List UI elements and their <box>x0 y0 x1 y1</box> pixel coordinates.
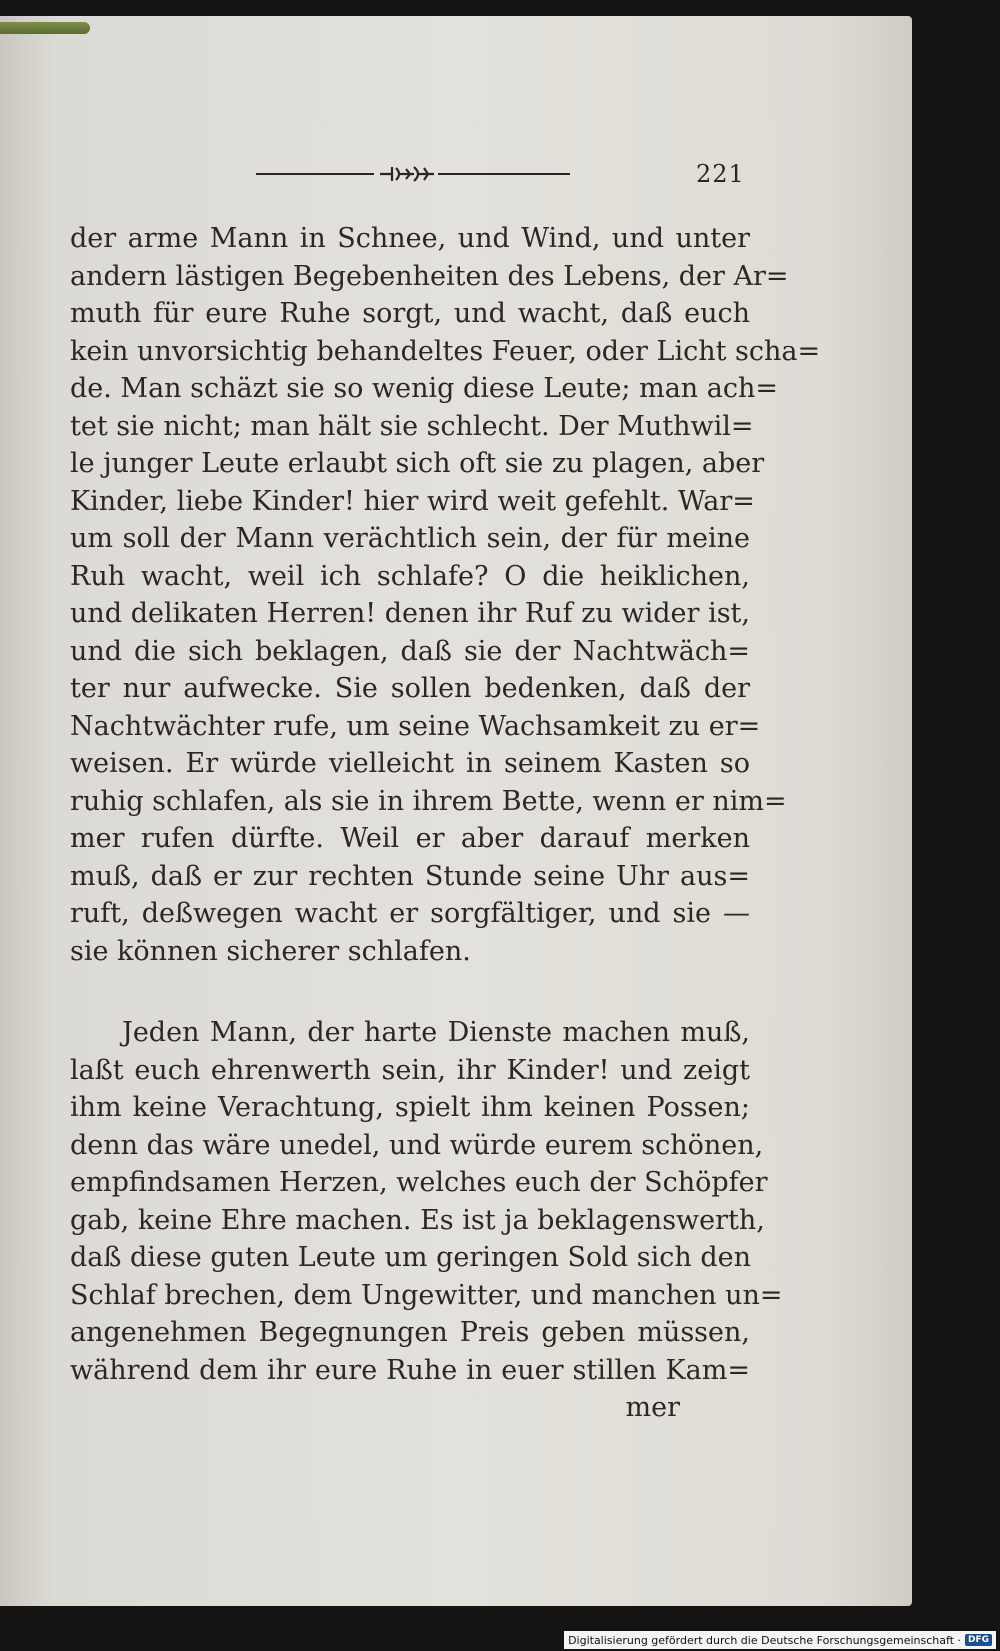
text-line: ter nur aufwecke. Sie sollen bedenken, daß der <box>70 673 750 704</box>
paragraph <box>70 1014 783 1389</box>
text-line: Ruh wacht, weil ich schlafe? O die heiklichen, <box>70 560 750 592</box>
digitization-footer <box>564 1631 996 1649</box>
ornament-icon <box>378 158 436 190</box>
text-line: Jeden Mann, der harte Dienste machen muß, <box>122 1017 750 1048</box>
text-line: ihm keine Verachtung, spielt ihm keinen Possen; <box>70 1092 750 1123</box>
paragraph-gap <box>70 970 750 1014</box>
text-line: und die sich beklagen, daß sie der Nachtwäch= <box>70 635 750 667</box>
text-line: daß diese guten Leute um geringen Sold sich den <box>70 1242 751 1273</box>
text-line: gab, keine Ehre machen. Es ist ja beklagenswerth, <box>70 1204 765 1236</box>
text-line: ruft, deßwegen wacht er sorgfältiger, und sie — <box>70 898 750 929</box>
text-line: empfindsamen Herzen, welches euch der Schöpfer <box>70 1167 768 1198</box>
catchword: mer <box>625 1392 680 1423</box>
text-line: muß, daß er zur rechten Stunde seine Uhr aus= <box>70 860 750 892</box>
dfg-logo: DFG <box>965 1634 992 1646</box>
page-header <box>250 154 750 194</box>
text-line: während dem ihr eure Ruhe in euer stillen Kam= <box>70 1354 750 1386</box>
text-line: tet sie nicht; man hält sie schlecht. Der Muthwil= <box>70 410 754 442</box>
header-rule-right <box>438 173 570 175</box>
header-rule-left <box>256 173 374 175</box>
text-line: und delikaten Herren! denen ihr Ruf zu wider ist, <box>70 598 750 629</box>
body-text <box>70 220 821 1427</box>
text-line: andern lästigen Begebenheiten des Lebens, der Ar= <box>70 260 789 292</box>
text-line: mer rufen dürfte. Weil er aber darauf merken <box>70 823 750 854</box>
page-number: 221 <box>696 160 745 188</box>
text-line: Nachtwächter rufe, um seine Wachsamkeit zu er= <box>70 710 761 742</box>
text-line: weisen. Er würde vielleicht in seinem Kasten so <box>70 748 750 779</box>
bookmark-ribbon <box>0 22 90 34</box>
text-line: muth für eure Ruhe sorgt, und wacht, daß euch <box>70 298 750 329</box>
book-page <box>0 16 912 1606</box>
text-line: denn das wäre unedel, und würde eurem schönen, <box>70 1129 764 1161</box>
footer-credit: Digitalisierung gefördert durch die Deutsche Forschungsgemeinschaft · <box>568 1633 961 1647</box>
text-line: ruhig schlafen, als sie in ihrem Bette, wenn er nim= <box>70 785 787 817</box>
text-line: laßt euch ehrenwerth sein, ihr Kinder! und zeigt <box>70 1054 750 1086</box>
text-line: angenehmen Begegnungen Preis geben müssen, <box>70 1317 750 1348</box>
text-line: de. Man schäzt sie so wenig diese Leute; man ach= <box>70 373 779 404</box>
text-line: der arme Mann in Schnee, und Wind, und unter <box>70 223 750 254</box>
paragraph <box>70 220 821 970</box>
text-line: um soll der Mann verächtlich sein, der für meine <box>70 523 750 554</box>
text-line: Kinder, liebe Kinder! hier wird weit gefehlt. War= <box>70 485 755 517</box>
text-line: sie können sicherer schlafen. <box>70 935 471 967</box>
text-line: le junger Leute erlaubt sich oft sie zu plagen, aber <box>70 448 765 479</box>
text-line: Schlaf brechen, dem Ungewitter, und manchen un= <box>70 1279 783 1311</box>
text-line: kein unvorsichtig behandeltes Feuer, oder Licht scha= <box>70 335 821 367</box>
